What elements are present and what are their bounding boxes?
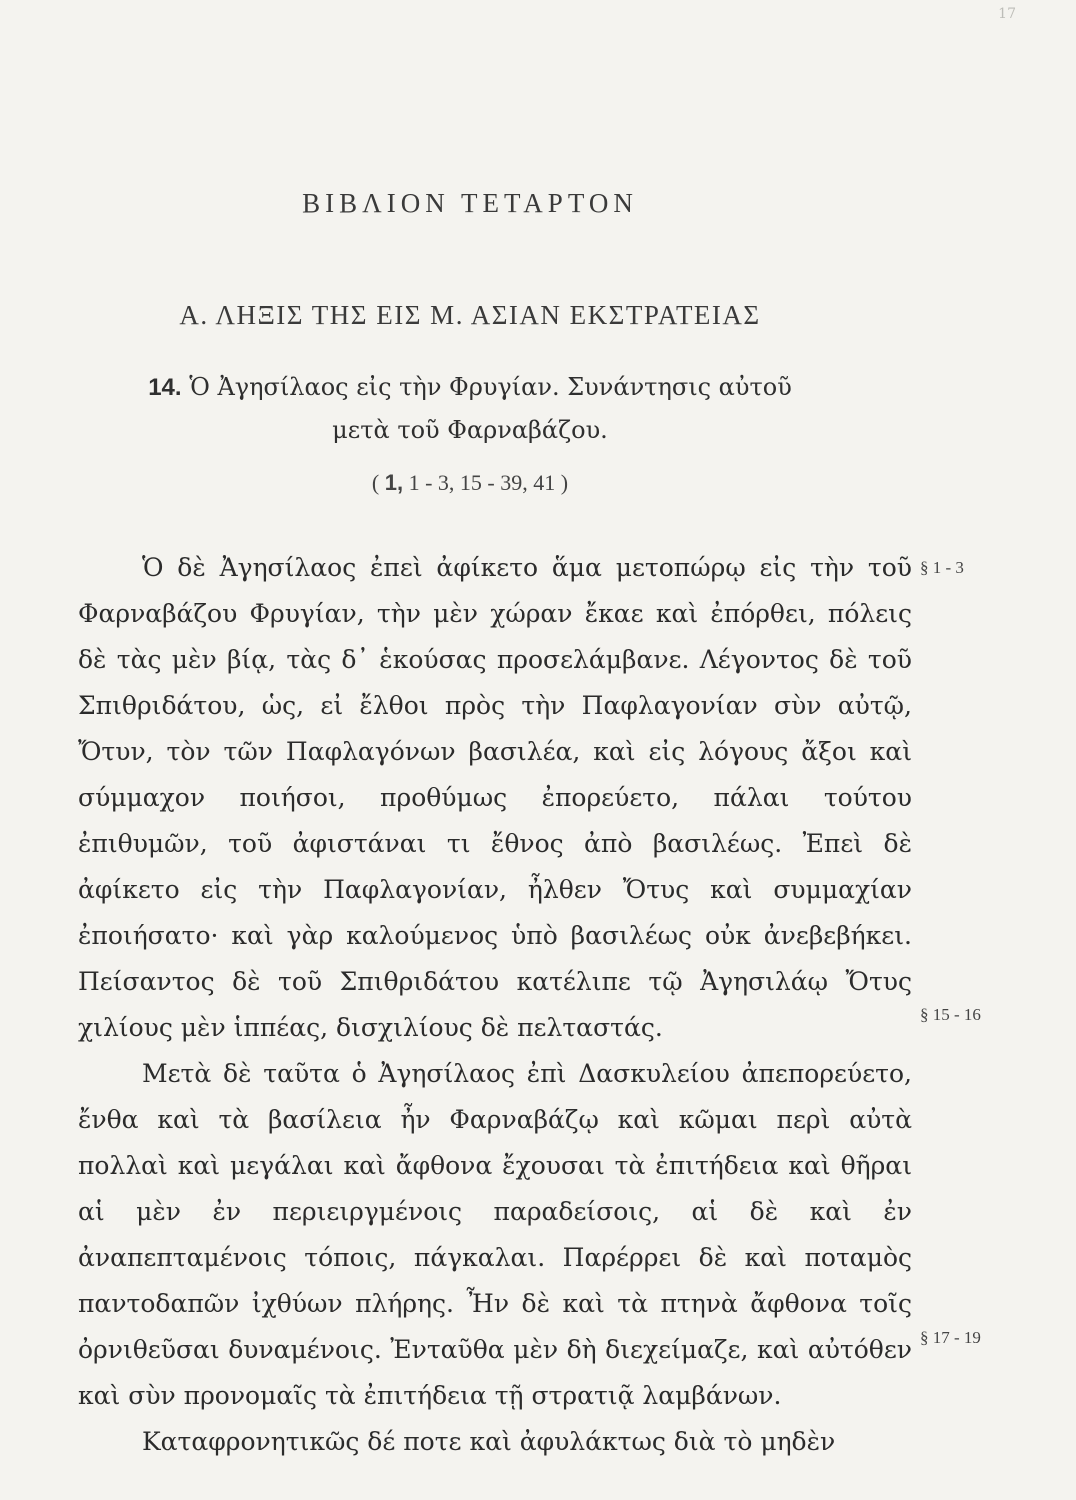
main-text [78, 545, 912, 1465]
chapter-heading [140, 366, 800, 451]
paragraph-2: Μετὰ δὲ ταῦτα ὁ Ἀγησίλαος ἐπὶ Δασκυλείου ἀπεπορεύετο, ἔνθα καὶ τὰ βασίλεια ἦν Φαρναβάζῳ καὶ κῶμαι περὶ αὐτὰ πολλαὶ καὶ μεγάλαι καὶ ἄφθονα ἔχουσαι τὰ ἐπιτήδεια καὶ θῆραι αἱ μὲν ἐν περιειργμένοις παραδείσοις, αἱ δὲ καὶ ἐν ἀναπεπταμένοις τόποις, πάγκαλαι. Παρέρρει δὲ καὶ ποταμὸς παντοδαπῶν ἰχθύων πλήρης. Ἦν δὲ καὶ τὰ πτηνὰ ἄφθονα τοῖς ὀρνιθεῦσαι δυναμένοις. Ἐνταῦθα μὲν δὴ διεχείμαζε, καὶ αὐτόθεν καὶ σὺν προνομαῖς τὰ ἐπιτήδεια τῇ στρατιᾷ λαμβάνων. [78, 1059, 912, 1410]
chapter-title-part-2: μετὰ τοῦ Φαρναβάζου. [332, 416, 608, 444]
paragraph-3: Καταφρονητικῶς δέ ποτε καὶ ἀφυλάκτως διὰ τὸ μηδὲν [142, 1427, 836, 1456]
section-title: Α. ΛΗΞΙΣ ΤΗΣ ΕΙΣ Μ. ΑΣΙΑΝ ΕΚΣΤΡΑΤΕΙΑΣ [179, 300, 761, 330]
reference-ranges: 1 - 3, 15 - 39, 41 [408, 470, 556, 495]
chapter-number: 14. [148, 374, 182, 401]
book-title: ΒΙΒΛΙΟΝ ΤΕΤΑΡΤΟΝ [302, 188, 638, 218]
margin-note-1: § 1 - 3 [920, 558, 964, 577]
reference-book: 1, [384, 470, 404, 495]
margin-note-2: § 15 - 16 [920, 1005, 981, 1024]
source-reference: ( 1, 1 - 3, 15 - 39, 41 ) [371, 470, 569, 495]
paragraph-1: Ὁ δὲ Ἀγησίλαος ἐπεὶ ἀφίκετο ἅμα μετοπώρῳ εἰς τὴν τοῦ Φαρναβάζου Φρυγίαν, τὴν μὲν χώραν ἔκαε καὶ ἐπόρθει, πόλεις δὲ τὰς μὲν βίᾳ, τὰς δ᾽ ἑκούσας προσελάμβανε. Λέγοντος δὲ τοῦ Σπιθριδάτου, ὡς, εἰ ἔλθοι πρὸς τὴν Παφλαγονίαν σὺν αὐτῷ, Ὄτυν, τὸν τῶν Παφλαγόνων βασιλέα, καὶ εἰς λόγους ἄξοι καὶ σύμμαχον ποιήσοι, προθύμως ἐπορεύετο, πάλαι τούτου ἐπιθυμῶν, τοῦ ἀφιστάναι τι ἔθνος ἀπὸ βασιλέως. Ἐπεὶ δὲ ἀφίκετο εἰς τὴν Παφλαγονίαν, ἦλθεν Ὄτυς καὶ συμμαχίαν ἐποιήσατο· καὶ γὰρ καλούμενος ὑπὸ βασιλέως οὐκ ἀνεβεβήκει. Πείσαντος δὲ τοῦ Σπιθριδάτου κατέλιπε τῷ Ἀγησιλάῳ Ὄτυς χιλίους μὲν ἱππέας, δισχιλίους δὲ πελταστάς. [78, 553, 912, 1042]
page-number: 17 [998, 6, 1016, 22]
margin-note-3: § 17 - 19 [920, 1328, 981, 1347]
chapter-heading-line-1 [140, 366, 800, 409]
chapter-title-part-1: Ὁ Ἀγησίλαος εἰς τὴν Φρυγίαν. Συνάντησις αὐτοῦ [189, 373, 792, 401]
